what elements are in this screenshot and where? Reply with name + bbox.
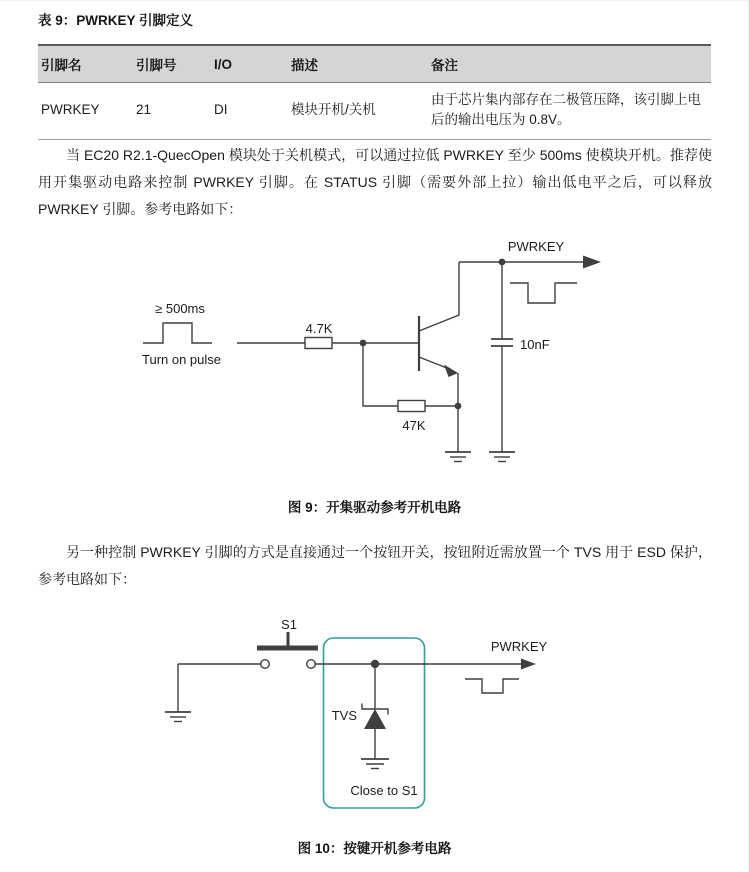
resistor-4k7-label: 4.7K — [305, 321, 333, 336]
capacitor-label: 10nF — [520, 337, 550, 352]
emitter-arrow-icon — [444, 365, 458, 378]
switch-label: S1 — [281, 617, 297, 632]
tvs-diode-triangle — [364, 709, 386, 729]
ground-symbol — [361, 759, 389, 769]
table-title: 表 9：PWRKEY 引脚定义 — [38, 13, 194, 28]
cell-pin-name: PWRKEY — [38, 83, 133, 140]
header-pin-number: 引脚号 — [133, 45, 211, 83]
header-pin-name: 引脚名 — [38, 45, 133, 83]
pulldown-branch-wire — [363, 343, 398, 406]
switch-terminal — [307, 660, 316, 669]
figure10-schematic — [0, 609, 749, 821]
negative-pulse-waveform — [465, 679, 519, 693]
cell-pin-number: 21 — [133, 83, 211, 140]
pin-definition-table — [38, 44, 711, 140]
pwrkey-net-label: PWRKEY — [490, 639, 548, 654]
header-description: 描述 — [288, 45, 428, 83]
turn-on-pulse-waveform — [143, 323, 212, 343]
resistor-47k-label: 47K — [402, 418, 426, 433]
cell-remark: 由于芯片集内部存在二极管压降，该引脚上电后的输出电压为 0.8V。 — [428, 83, 711, 140]
body-paragraph-1: 当 EC20 R2.1-QuecOpen 模块处于关机模式，可以通过拉低 PWRKEY 至少 500ms 使模块开机。推荐使用开集驱动电路来控制 PWRKEY 引脚。在 STATUS 引脚（需要外部上拉）输出低电平之后，可以释放 PWRKEY 引脚。参考电路如下： — [38, 147, 712, 217]
cell-description: 模块开机/关机 — [288, 83, 428, 140]
figure9-caption: 图 9：开集驱动参考开机电路 — [287, 500, 462, 515]
pwrkey-arrow-icon — [521, 659, 536, 670]
tvs-label: TVS — [331, 708, 357, 723]
junction-dot — [360, 340, 367, 347]
npn-transistor-emitter — [419, 357, 448, 369]
body-paragraph-2: 另一种控制 PWRKEY 引脚的方式是直接通过一个按钮开关，按钮附近需放置一个 TVS 用于 ESD 保护，参考电路如下： — [38, 544, 712, 587]
table-header-row — [38, 45, 711, 83]
negative-pulse-waveform — [510, 283, 577, 303]
header-io: I/O — [211, 45, 288, 83]
header-remark: 备注 — [428, 45, 711, 83]
cell-io: DI — [211, 83, 288, 140]
resistor-47k — [398, 401, 425, 412]
ground-symbol — [445, 452, 471, 462]
table-row — [38, 83, 711, 140]
junction-dot — [371, 660, 379, 668]
turn-on-pulse-label: Turn on pulse — [142, 352, 222, 367]
pulse-width-label: ≥ 500ms — [155, 301, 205, 316]
ground-symbol — [489, 452, 515, 462]
figure9-schematic — [0, 229, 749, 481]
junction-dot — [455, 403, 462, 410]
ground-symbol — [165, 712, 191, 722]
tvs-note-label: Close to S1 — [350, 783, 418, 798]
pwrkey-net-label: PWRKEY — [507, 239, 565, 254]
npn-transistor-collector — [419, 262, 459, 331]
pwrkey-arrow-icon — [583, 256, 601, 269]
resistor-4k7 — [305, 338, 332, 349]
figure10-caption: 图 10：按键开机参考电路 — [297, 841, 452, 856]
switch-terminal — [261, 660, 270, 669]
junction-dot — [499, 259, 506, 266]
